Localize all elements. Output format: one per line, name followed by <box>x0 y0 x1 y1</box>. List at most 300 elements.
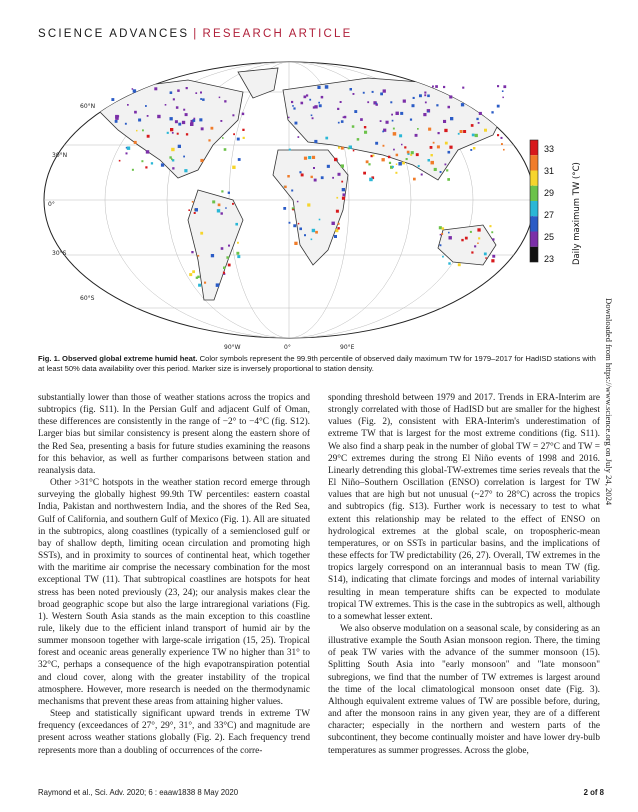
station-marker <box>406 158 408 160</box>
station-marker <box>332 177 334 179</box>
station-marker <box>475 134 478 137</box>
station-marker <box>292 105 294 107</box>
station-marker <box>237 255 240 258</box>
station-marker <box>141 160 143 162</box>
station-marker <box>200 92 202 94</box>
station-marker <box>443 86 445 88</box>
station-marker <box>353 150 355 152</box>
station-marker <box>367 101 369 103</box>
station-marker <box>423 113 426 116</box>
station-marker <box>439 226 442 229</box>
lat-label-30s: 30°S <box>52 250 67 257</box>
lat-label-0: 0° <box>48 201 55 208</box>
station-marker <box>390 101 392 103</box>
station-marker <box>360 118 363 121</box>
station-marker <box>438 132 440 134</box>
paragraph: sponding threshold between 1979 and 2017. Trends in ERA-Interim are strongly correlated with those of HadISD but are smaller for the highest values (Fig. 2), consistent with ERA-Interim's underestimation of extreme TW that is largest for the most extreme conditions (fig. S11). We also find a sharp peak in the number of global TW = 27°C and TW = 29°C extremes during the strong El Niño events of 1998 and 2016. Linearly detrending this global-TW-extremes time series reveals that the El Niño–Southern Oscillation (ENSO) correlation is largest for TW values that are high but not unusual (~27° to 28°C) across the tropics and subtropics (fig. S13). Further work is necessary to test to what extent this relationship may be related to the effect of ENSO on hydrological extremes at the global scale, on tropospheric-mean temperatures, or on SSTs in particular basins, and the implications of these effects for TW predictability (26, 27). Overall, TW extremes in the tropics largely correspond on an interannual basis to mean TW (fig. S14), indicating that climate forcings and modes of internal variability resulting in mean temperature shifts can be expected to modulate tropical TW extremes. This is the case in the subtropics as well, although to a somewhat lesser extent. <box>328 393 600 622</box>
station-marker <box>201 127 204 130</box>
station-marker <box>419 94 422 97</box>
station-marker <box>340 101 342 103</box>
station-marker <box>222 137 224 139</box>
station-marker <box>125 123 127 125</box>
station-marker <box>477 243 479 245</box>
station-marker <box>219 97 221 99</box>
station-marker <box>186 133 188 135</box>
station-marker <box>386 121 389 124</box>
station-marker <box>315 231 318 234</box>
station-marker <box>228 245 230 247</box>
station-marker <box>435 85 438 88</box>
station-marker <box>445 164 447 166</box>
station-marker <box>211 254 214 257</box>
station-marker <box>147 135 150 138</box>
colorbar-segment <box>530 247 538 262</box>
lon-labels <box>224 344 355 350</box>
station-marker <box>338 223 340 225</box>
station-marker <box>473 147 476 150</box>
station-marker <box>403 100 406 103</box>
station-marker <box>299 228 302 231</box>
station-marker <box>491 231 493 233</box>
station-marker <box>191 251 193 253</box>
station-marker <box>335 229 338 232</box>
station-marker <box>503 149 505 151</box>
colorbar-segments <box>530 140 538 262</box>
station-marker <box>334 235 337 238</box>
body-column-left <box>38 392 310 757</box>
station-marker <box>477 228 480 231</box>
world-map-figure <box>38 50 610 350</box>
station-marker <box>238 158 241 161</box>
citation: Raymond et al., Sci. Adv. 2020; 6 : eaaw1838 8 May 2020 <box>38 788 239 797</box>
station-marker <box>154 87 157 90</box>
station-marker <box>325 137 328 140</box>
station-marker <box>161 163 164 166</box>
station-marker <box>293 224 296 227</box>
station-marker <box>415 134 418 137</box>
station-marker <box>132 88 134 90</box>
station-marker <box>170 128 173 131</box>
station-marker <box>192 270 195 273</box>
station-marker <box>502 90 504 92</box>
station-marker <box>295 122 298 125</box>
station-marker <box>363 172 366 175</box>
station-marker <box>447 178 450 181</box>
station-marker <box>132 169 134 171</box>
station-marker <box>178 145 181 148</box>
paragraph: Other >31°C hotspots in the weather station record emerge through surveying the globally highest 99.9th TW percentiles: eastern coastal India, Pakistan and northwestern India, and the shores of the Red Sea, Gulf of California, and southern Gulf of Mexico (Fig. 1). All are situated in the subtropics, along coastlines (typically of a semienclosed gulf or bay of shallow depth, limiting ocean circulation and promoting high SSTs), and in proximity to sources of continental heat, which together with the maritime air comprise the necessary combination for the most exceptional TW (11). That subtropical coastlines are hotspots for heat stress has been noted previously (23, 24); our analysis makes clear the broad geographic scope but also the large intraregional variations (Fig. 1). Western South Asia stands as the main exception to this coastline rule, likely due to the efficient inland transport of humid air by the summer monsoon together with large-scale irrigation (15, 25). Tropical forest and oceanic areas generally experience TW no higher than 31° to 32°C, perhaps a consequence of the high evapotranspiration potential and cloud cover, along with the greater instability of the tropical atmosphere. However, more research is needed on the thermodynamic mechanisms that prevent these areas from attaining higher values. <box>38 478 310 707</box>
station-marker <box>200 98 202 100</box>
station-marker <box>396 164 398 166</box>
station-marker <box>342 197 345 200</box>
station-marker <box>306 94 308 96</box>
station-marker <box>221 190 223 192</box>
station-marker <box>183 109 185 111</box>
station-marker <box>501 137 503 139</box>
station-marker <box>199 118 202 121</box>
paragraph: Steep and statistically significant upward trends in extreme TW frequency (exceedances of 27°, 29°, 31°, and 33°C) and magnitude are present across weather stations globally (Fig. 2). Each frequency trend represents more than a doubling of occurrences of the corre- <box>38 709 310 756</box>
station-marker <box>170 117 173 120</box>
station-marker <box>297 201 299 203</box>
station-marker <box>313 167 315 169</box>
station-marker <box>437 145 440 148</box>
station-marker <box>445 142 448 145</box>
station-marker <box>491 111 493 113</box>
station-marker <box>432 86 434 88</box>
station-marker <box>237 242 239 244</box>
lat-label-30n: 30°N <box>52 152 68 159</box>
station-marker <box>332 222 335 225</box>
station-marker <box>342 188 345 191</box>
station-marker <box>232 114 234 116</box>
station-marker <box>425 102 427 104</box>
station-marker <box>225 207 227 209</box>
station-marker <box>449 146 452 149</box>
station-marker <box>458 263 461 266</box>
station-marker <box>450 117 453 120</box>
station-marker <box>503 85 506 88</box>
station-marker <box>458 133 460 135</box>
colorbar-title: Daily maximum TW (°C) <box>572 162 582 265</box>
station-marker <box>449 95 452 98</box>
station-marker <box>470 149 472 151</box>
station-marker <box>195 208 198 211</box>
station-marker <box>449 236 452 239</box>
station-marker <box>284 186 287 189</box>
station-marker <box>343 193 346 196</box>
station-marker <box>304 96 307 99</box>
station-marker <box>393 128 395 130</box>
colorbar-tick-23: 23 <box>544 254 555 264</box>
station-marker <box>448 232 450 234</box>
station-marker <box>396 112 399 115</box>
station-marker <box>211 127 214 130</box>
station-marker <box>189 273 192 276</box>
colorbar <box>530 140 582 265</box>
lat-label-60s: 60°S <box>80 295 95 302</box>
station-marker <box>434 168 437 171</box>
station-marker <box>470 231 472 233</box>
station-marker <box>382 158 385 161</box>
lat-label-60n: 60°N <box>80 103 96 110</box>
colorbar-tick-29: 29 <box>544 188 555 198</box>
station-marker <box>151 162 153 164</box>
station-marker <box>202 98 205 101</box>
station-marker <box>172 167 174 169</box>
station-marker <box>325 85 329 89</box>
caption-text: Color symbols represent the 99.9th percentile of observed daily maximum TW for 1979–2017 for HadISD stations with at least 50% data availability over this period. Marker size is inversely proportional to station density. <box>38 354 596 374</box>
station-marker <box>398 162 402 166</box>
station-marker <box>364 126 366 128</box>
station-marker <box>372 91 374 93</box>
station-marker <box>216 283 220 287</box>
station-marker <box>312 156 315 159</box>
station-marker <box>170 91 173 94</box>
station-marker <box>448 262 450 264</box>
station-marker <box>304 234 306 236</box>
station-marker <box>428 128 431 131</box>
station-marker <box>492 255 495 258</box>
station-marker <box>228 192 230 194</box>
station-marker <box>404 146 406 148</box>
station-marker <box>228 264 231 267</box>
station-marker <box>221 247 224 250</box>
station-marker <box>136 130 138 132</box>
station-marker <box>461 103 464 106</box>
colorbar-ticks <box>544 144 554 264</box>
station-marker <box>392 166 394 168</box>
station-marker <box>433 142 435 144</box>
station-marker <box>460 130 463 133</box>
station-marker <box>212 200 215 203</box>
station-marker <box>491 259 494 262</box>
station-marker <box>353 93 355 95</box>
station-marker <box>412 104 415 107</box>
station-marker <box>463 130 466 133</box>
station-marker <box>321 96 324 99</box>
station-marker <box>198 255 200 257</box>
station-marker <box>183 156 185 158</box>
station-marker <box>133 89 136 92</box>
station-marker <box>314 140 317 143</box>
station-marker <box>372 155 374 157</box>
station-marker <box>242 113 245 116</box>
station-marker <box>465 237 468 240</box>
station-marker <box>169 156 171 158</box>
station-marker <box>430 146 433 149</box>
station-marker <box>357 138 360 141</box>
station-marker <box>177 133 179 135</box>
station-marker <box>407 151 410 154</box>
station-marker <box>319 219 321 221</box>
page-footer <box>38 788 604 797</box>
lon-label-0: 0° <box>284 344 291 350</box>
colorbar-segment <box>530 232 538 247</box>
station-marker <box>291 190 293 192</box>
station-marker <box>232 166 235 169</box>
station-marker <box>198 284 201 287</box>
station-marker <box>299 171 301 173</box>
station-marker <box>364 131 367 134</box>
journal-header <box>38 28 353 40</box>
colorbar-tick-33: 33 <box>544 144 555 154</box>
station-marker <box>471 124 474 127</box>
station-marker <box>235 223 238 226</box>
station-marker <box>334 158 337 161</box>
station-marker <box>185 113 188 116</box>
station-marker <box>388 156 391 159</box>
station-marker <box>497 134 499 136</box>
station-marker <box>319 104 322 107</box>
station-marker <box>440 244 442 246</box>
station-marker <box>196 277 198 279</box>
station-marker <box>411 151 414 154</box>
station-marker <box>167 132 169 134</box>
station-marker <box>220 120 222 122</box>
download-note: Downloaded from https://www.science.org on July 24, 2024 <box>604 298 614 506</box>
page-number: 2 of 8 <box>583 788 604 797</box>
station-marker <box>443 120 446 123</box>
station-marker <box>472 134 475 137</box>
station-marker <box>157 115 160 118</box>
station-marker <box>283 207 286 210</box>
station-marker <box>424 92 426 94</box>
figure-1 <box>38 50 610 350</box>
station-marker <box>401 144 403 146</box>
colorbar-segment <box>530 140 538 155</box>
station-marker <box>391 114 393 116</box>
station-marker <box>304 157 307 160</box>
station-marker <box>186 87 188 89</box>
station-marker <box>383 145 385 147</box>
station-marker <box>383 89 386 92</box>
station-marker <box>380 120 382 122</box>
station-marker <box>175 120 178 123</box>
station-marker <box>441 233 443 235</box>
station-marker <box>416 153 419 156</box>
station-marker <box>233 133 235 135</box>
station-marker <box>223 272 225 274</box>
station-marker <box>402 162 405 165</box>
station-marker <box>400 112 403 115</box>
station-marker <box>474 245 476 247</box>
colorbar-tick-31: 31 <box>544 166 555 176</box>
station-marker <box>218 204 221 207</box>
station-marker <box>184 169 187 172</box>
station-marker <box>341 181 343 183</box>
station-marker <box>341 164 344 167</box>
station-marker <box>224 100 226 102</box>
caption-label: Fig. 1. Observed global extreme humid heat. <box>38 354 198 363</box>
colorbar-tick-27: 27 <box>544 210 555 220</box>
station-marker <box>115 120 118 123</box>
colorbar-segment <box>530 171 538 186</box>
lon-label-90w: 90°W <box>224 344 241 350</box>
station-marker <box>236 252 239 255</box>
station-marker <box>224 148 227 151</box>
station-marker <box>440 171 442 173</box>
header-separator: | <box>193 28 199 40</box>
station-marker <box>138 119 141 122</box>
station-marker <box>440 234 442 236</box>
station-marker <box>298 223 300 225</box>
station-marker <box>145 105 147 107</box>
station-marker <box>287 175 290 178</box>
station-marker <box>444 129 447 132</box>
station-marker <box>192 119 195 122</box>
station-marker <box>221 212 223 214</box>
station-marker <box>146 150 149 153</box>
figure-caption <box>38 354 604 375</box>
station-marker <box>194 212 196 214</box>
station-marker <box>395 172 397 174</box>
station-marker <box>461 239 463 241</box>
station-marker <box>366 160 369 163</box>
station-marker <box>337 108 339 110</box>
station-marker <box>478 122 480 124</box>
station-marker <box>497 85 499 87</box>
station-marker <box>134 141 137 144</box>
station-marker <box>176 106 179 109</box>
colorbar-tick-25: 25 <box>544 232 555 242</box>
station-marker <box>195 92 197 94</box>
station-marker <box>427 111 429 113</box>
station-marker <box>292 209 294 211</box>
station-marker <box>497 105 500 108</box>
station-marker <box>293 107 295 109</box>
station-marker <box>424 94 426 96</box>
station-marker <box>288 117 290 119</box>
station-marker <box>317 86 320 89</box>
station-marker <box>363 92 365 94</box>
station-marker <box>147 115 149 117</box>
station-marker <box>485 257 487 259</box>
station-marker <box>171 158 173 160</box>
station-marker <box>226 256 229 259</box>
station-marker <box>341 120 344 123</box>
station-marker <box>308 156 311 159</box>
station-marker <box>190 123 194 127</box>
station-marker <box>492 238 494 240</box>
station-marker <box>142 129 144 131</box>
station-marker <box>307 203 310 206</box>
journal-name: SCIENCE ADVANCES <box>38 28 190 40</box>
station-marker <box>321 176 324 179</box>
station-marker <box>354 110 357 113</box>
station-marker <box>232 203 234 205</box>
station-marker <box>223 267 226 270</box>
colorbar-segment <box>530 155 538 170</box>
station-marker <box>382 131 384 133</box>
station-marker <box>312 117 314 119</box>
station-marker <box>311 239 313 241</box>
station-marker <box>111 98 114 101</box>
station-marker <box>421 174 423 176</box>
station-marker <box>115 115 119 119</box>
station-marker <box>119 160 121 162</box>
station-marker <box>336 197 338 199</box>
station-marker <box>436 104 438 106</box>
station-marker <box>392 120 394 122</box>
station-marker <box>171 148 174 151</box>
station-marker <box>478 237 480 239</box>
station-marker <box>336 210 339 213</box>
station-marker <box>289 222 291 224</box>
body-column-right <box>328 392 600 757</box>
lon-label-90e: 90°E <box>340 344 355 350</box>
station-marker <box>350 88 353 91</box>
station-marker <box>471 251 473 253</box>
station-marker <box>413 97 415 99</box>
station-marker <box>217 209 220 212</box>
station-marker <box>126 152 128 154</box>
station-marker <box>172 132 174 134</box>
station-marker <box>298 136 300 138</box>
station-marker <box>389 162 391 164</box>
station-marker <box>243 137 245 139</box>
station-marker <box>442 256 444 258</box>
station-marker <box>427 95 430 98</box>
article-type: RESEARCH ARTICLE <box>202 28 353 40</box>
station-marker <box>237 138 240 141</box>
station-marker <box>462 87 464 89</box>
station-marker <box>289 149 291 151</box>
station-marker <box>368 163 370 165</box>
station-marker <box>301 174 304 177</box>
station-marker <box>417 128 419 130</box>
station-marker <box>188 209 190 211</box>
station-marker <box>418 165 420 167</box>
